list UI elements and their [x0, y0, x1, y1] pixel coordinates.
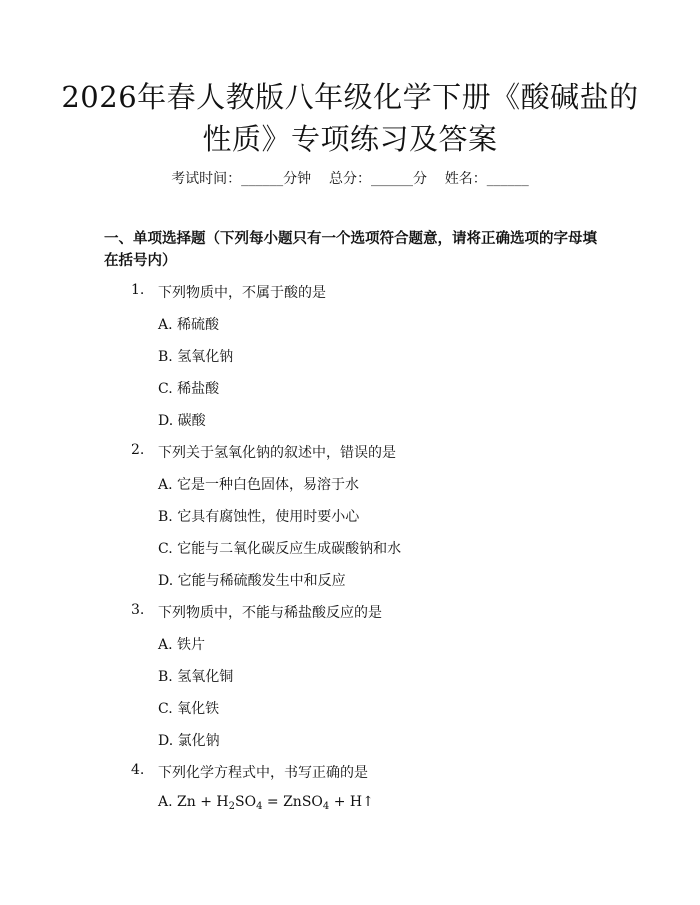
option-c: C. 稀盐酸	[158, 381, 220, 397]
option-b: B. 它具有腐蚀性，使用时要小心	[158, 509, 360, 525]
question-text: 下列关于氢氧化钠的叙述中，错误的是	[158, 445, 396, 461]
exam-info: 考试时间：______分钟 总分：______分 姓名：______	[171, 171, 529, 187]
document-title	[60, 76, 640, 160]
option-b: B. 氢氧化铜	[158, 669, 234, 685]
option-a: A. 它是一种白色固体，易溶于水	[158, 477, 360, 493]
question-number: 1.	[131, 282, 145, 298]
option-c: C. 氧化铁	[158, 701, 220, 717]
section-heading: 一、单项选择题（下列每小题只有一个选项符合题意，请将正确选项的字母填在括号内）	[104, 231, 597, 269]
question-text: 下列物质中，不能与稀盐酸反应的是	[158, 605, 382, 621]
option-c: C. 它能与二氧化碳反应生成碳酸钠和水	[158, 541, 402, 557]
option-d: D. 它能与稀硫酸发生中和反应	[158, 573, 346, 589]
question-number: 4.	[131, 762, 145, 778]
option-b: B. 氢氧化钠	[158, 349, 234, 365]
question-text: 下列化学方程式中，书写正确的是	[158, 765, 368, 781]
question-number: 2.	[131, 442, 145, 458]
question-text: 下列物质中，不属于酸的是	[158, 285, 326, 301]
option-a: A. $Zn + H_2SO_4$ = ZnSO$_4$ + H↑	[158, 794, 374, 812]
option-d: D. 碳酸	[158, 413, 206, 429]
option-d: D. 氯化钠	[158, 733, 220, 749]
title-line-2: 性质》专项练习及答案	[202, 122, 498, 156]
title-line-1: 2026年春人教版八年级化学下册《酸碱盐的	[61, 80, 639, 114]
option-a: A. 稀硫酸	[158, 317, 220, 333]
question-number: 3.	[131, 602, 145, 618]
option-a: A. 铁片	[158, 637, 206, 653]
